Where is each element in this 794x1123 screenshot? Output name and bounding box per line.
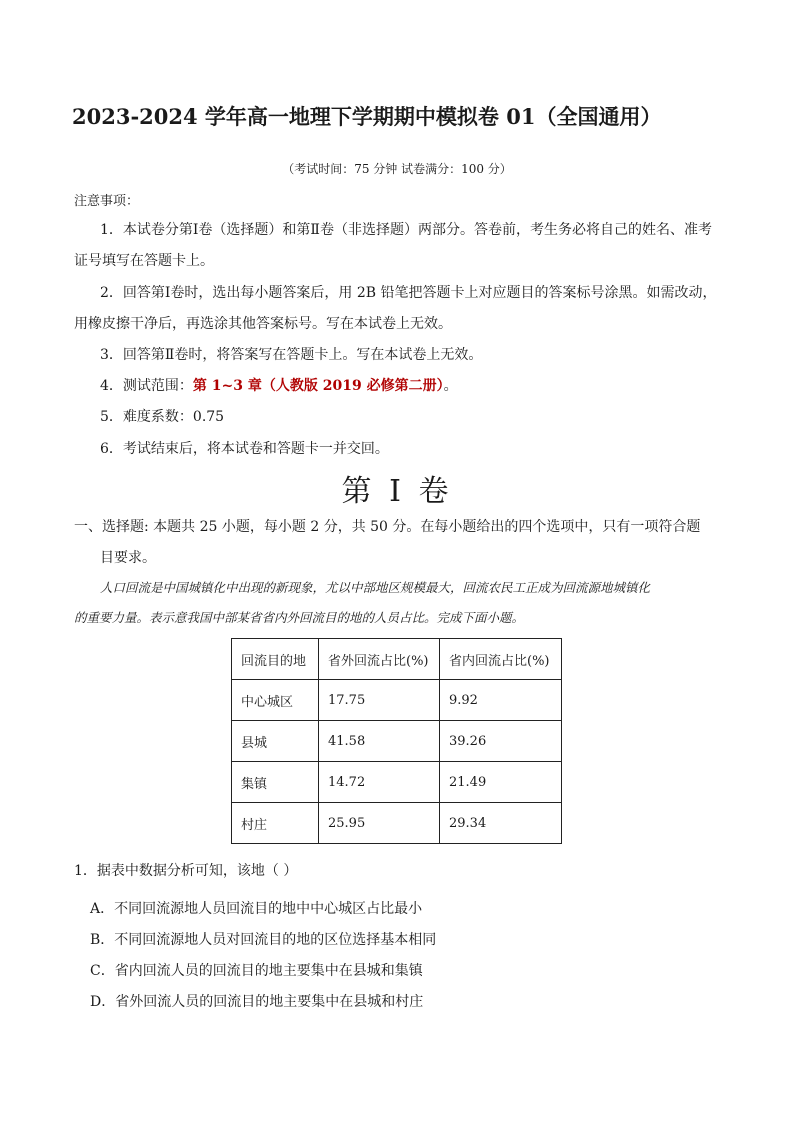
notice-6-line: 6．考试结束后，将本试卷和答题卡一并交回。 xyxy=(100,441,389,457)
table-cell: 41.58 xyxy=(319,721,440,762)
table-header-row xyxy=(232,639,562,680)
option-d[interactable]: D．省外回流人员的回流目的地主要集中在县城和村庄 xyxy=(90,994,424,1010)
notice-3 xyxy=(74,340,724,371)
section-intro xyxy=(74,512,724,574)
table-cell: 县城 xyxy=(232,721,319,762)
table-row xyxy=(232,762,562,803)
table-cell: 21.49 xyxy=(440,762,562,803)
notice-4-suffix: 。 xyxy=(443,378,458,394)
test-range: 第 1~3 章（人教版 2019 必修第二册） xyxy=(192,378,444,394)
notice-1 xyxy=(74,215,724,277)
table-cell: 29.34 xyxy=(440,803,562,844)
passage-line2: 的重要力量。表示意我国中部某省省内外回流目的地的人员占比。完成下面小题。 xyxy=(74,610,525,625)
section-title: 第 I 卷 xyxy=(341,474,453,509)
passage-line1: 人口回流是中国城镇化中出现的新现象，尤以中部地区规模最大，回流农民工正成为回流源地城镇化 xyxy=(100,580,651,595)
option-b[interactable]: B．不同回流源地人员对回流目的地的区位选择基本相同 xyxy=(90,932,437,948)
exam-subtitle: （考试时间：75 分钟 试卷满分：100 分） xyxy=(282,162,512,176)
option-a[interactable]: A．不同回流源地人员回流目的地中中心城区占比最小 xyxy=(90,901,423,917)
table-cell: 9.92 xyxy=(440,680,562,721)
table-header-cell: 省外回流占比(%) xyxy=(319,639,440,680)
table-header-cell: 省内回流占比(%) xyxy=(440,639,562,680)
question-1-stem: 1．据表中数据分析可知，该地（ ） xyxy=(74,863,298,879)
reading-passage xyxy=(74,573,724,633)
table-cell: 中心城区 xyxy=(232,680,319,721)
table-cell: 25.95 xyxy=(319,803,440,844)
table-cell: 17.75 xyxy=(319,680,440,721)
table-cell: 集镇 xyxy=(232,762,319,803)
notice-5-line: 5．难度系数：0.75 xyxy=(100,409,225,425)
table-cell: 39.26 xyxy=(440,721,562,762)
notice-4 xyxy=(74,371,724,402)
table-cell: 村庄 xyxy=(232,803,319,844)
notice-4-prefix: 4．测试范围： xyxy=(100,378,193,394)
notice-2 xyxy=(74,278,724,340)
notice-6 xyxy=(74,434,724,465)
exam-title: 2023-2024 学年高一地理下学期期中模拟卷 01（全国通用） xyxy=(72,104,662,129)
table-row xyxy=(232,721,562,762)
table-row xyxy=(232,680,562,721)
notice-1-line1: 1．本试卷分第Ⅰ卷（选择题）和第Ⅱ卷（非选择题）两部分。答卷前，考生务必将自己的姓名、准考 xyxy=(100,222,712,238)
notice-3-line: 3．回答第Ⅱ卷时，将答案写在答题卡上。写在本试卷上无效。 xyxy=(100,347,483,363)
table-cell: 14.72 xyxy=(319,762,440,803)
notice-heading: 注意事项： xyxy=(74,194,140,209)
section-intro-line1: 一、选择题: 本题共 25 小题，每小题 2 分，共 50 分。在每小题给出的四个选项中，只有一项符合题 xyxy=(74,519,701,535)
notice-2-line2: 用橡皮擦干净后，再选涂其他答案标号。写在本试卷上无效。 xyxy=(74,316,452,332)
table-row xyxy=(232,803,562,844)
section-intro-line2: 目要求。 xyxy=(100,550,156,566)
notice-1-line2: 证号填写在答题卡上。 xyxy=(74,253,214,269)
notice-5 xyxy=(74,402,724,433)
notice-2-line1: 2．回答第Ⅰ卷时，选出每小题答案后，用 2B 铅笔把答题卡上对应题目的答案标号涂黑。如需改动， xyxy=(100,285,717,301)
table-header-cell: 回流目的地 xyxy=(232,639,319,680)
option-c[interactable]: C．省内回流人员的回流目的地主要集中在县城和集镇 xyxy=(90,963,423,979)
return-destination-table xyxy=(231,638,562,844)
